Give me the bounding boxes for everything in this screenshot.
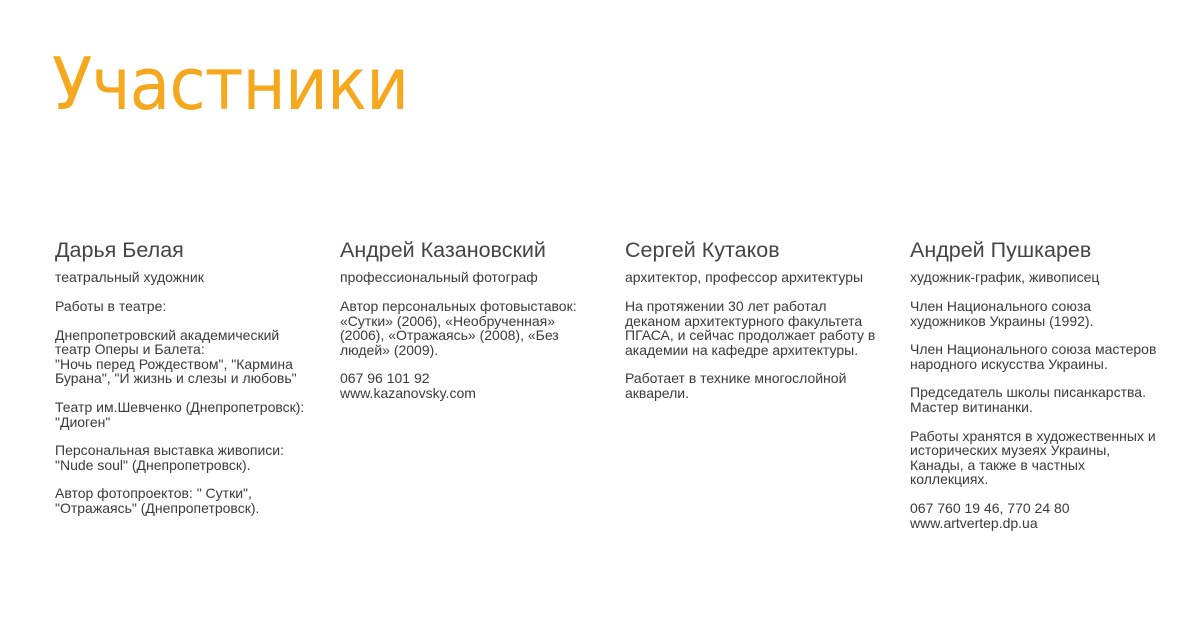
participant-name: Дарья Белая [55, 238, 184, 262]
bio-paragraph [340, 299, 607, 357]
bio-paragraph [55, 328, 322, 386]
bio-line: художников Украины (1992). [910, 312, 1094, 329]
bio-line: Работает в технике многослойной [625, 370, 847, 387]
bio-line: Канады, а также в частных [910, 456, 1085, 473]
bio-line: коллекциях. [910, 471, 989, 488]
participant-card [625, 236, 910, 544]
participant-role: театральный художник [55, 269, 204, 285]
bio-paragraph [910, 342, 1177, 371]
phone-number: 067 96 101 92 [340, 370, 430, 387]
website-link[interactable]: www.kazanovsky.com [340, 384, 476, 401]
bio-paragraph [55, 299, 322, 314]
participant-card [55, 236, 340, 544]
bio-line: ПГАСА, и сейчас продолжает работу в [625, 327, 876, 344]
bio-line: Автор фотопроектов: " Сутки", [55, 485, 252, 502]
bio-line: Персональная выставка живописи: [55, 442, 284, 459]
bio-line: "Ночь перед Рождеством", "Кармина [55, 355, 293, 372]
bio-line: "Диоген" [55, 413, 111, 430]
bio-line: исторических музеях Украины, [910, 442, 1111, 459]
bio-line: Работы в театре: [55, 298, 167, 314]
bio-paragraph [910, 385, 1177, 414]
participants-list [55, 236, 1195, 544]
participant-name: Сергей Кутаков [625, 238, 780, 262]
bio-paragraph [910, 429, 1177, 487]
bio-line: "Отражаясь" (Днепропетровск). [55, 499, 260, 516]
bio-paragraph [55, 486, 322, 515]
bio-line: академии на кафедре архитектуры. [625, 341, 859, 358]
bio-line: «Сутки» (2006), «Необрученная» [340, 312, 555, 329]
participant-role: профессиональный фотограф [340, 269, 538, 285]
bio-paragraph [625, 299, 892, 357]
bio-line: Член Национального союза мастеров [910, 341, 1157, 358]
participant-role: художник-график, живописец [910, 269, 1100, 285]
participant-card [910, 236, 1195, 544]
contact-info [910, 501, 1177, 530]
bio-line: людей» (2009). [340, 341, 439, 358]
phone-number: 067 760 19 46, 770 24 80 [910, 499, 1070, 516]
bio-paragraph [55, 400, 322, 429]
participant-name: Андрей Пушкарев [910, 238, 1092, 262]
bio-line: Работы хранятся в художественных и [910, 427, 1156, 444]
participant-name: Андрей Казановский [340, 238, 546, 262]
bio-line: деканом архитектурного факультета [625, 312, 863, 329]
bio-line: "Nude soul" (Днепропетровск). [55, 456, 251, 473]
bio-paragraph [625, 371, 892, 400]
bio-line: На протяжении 30 лет работал [625, 298, 827, 314]
website-link[interactable]: www.artvertep.dp.ua [910, 514, 1038, 531]
bio-line: Автор персональных фотовыставок: [340, 298, 577, 314]
participant-role: архитектор, профессор архитектуры [625, 269, 864, 285]
bio-line: (2006), «Отражаясь» (2008), «Без [340, 327, 559, 344]
page-title: Участники [52, 42, 409, 126]
bio-paragraph [910, 299, 1177, 328]
bio-line: театр Оперы и Балета: [55, 341, 205, 358]
bio-line: акварели. [625, 384, 689, 401]
bio-line: Бурана", "И жизнь и слезы и любовь" [55, 370, 297, 387]
bio-line: Председатель школы писанкарства. [910, 384, 1146, 401]
contact-info [340, 371, 607, 400]
bio-line: Днепропетровский академический [55, 326, 280, 343]
participant-card [340, 236, 625, 544]
bio-paragraph [55, 443, 322, 472]
bio-line: Мастер витинанки. [910, 398, 1033, 415]
bio-line: Театр им.Шевченко (Днепропетровск): [55, 398, 305, 415]
bio-line: Член Национального союза [910, 298, 1092, 314]
bio-line: народного искусства Украины. [910, 355, 1108, 372]
